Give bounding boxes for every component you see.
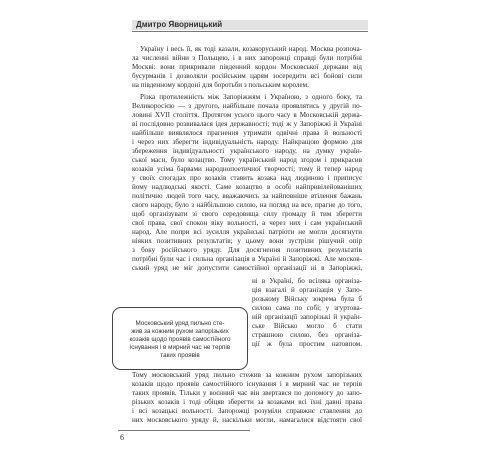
body-line: і через них зберегти індивідуальність народу. Найкращою формою для — [132, 138, 362, 146]
body-line: ла численні війни з Польщею, і в них запорожці справді були потрібні — [132, 54, 362, 62]
body-line: страшною силою, без організа- — [252, 331, 362, 339]
body-line: збереження індивідуальності українського народу, на думку україн- — [132, 147, 362, 155]
body-line: Москві: вони прикривали південний кордон Московської держави від — [132, 63, 362, 71]
body-line: свого народу, було з найбільшою силою, на погляд на все, прагне до того, — [132, 201, 362, 209]
body-line: них московського уряду й, наскільки могли, намагалися відстояти свої — [132, 416, 362, 424]
body-line: силою сама по собі; у згуртова- — [252, 304, 362, 312]
body-line: Тому московський уряд пильно стежив за кожним рухом запорізьких — [132, 371, 362, 379]
pull-quote-box — [112, 307, 248, 370]
body-line: ній організації запорізькі й україн- — [252, 313, 362, 321]
pull-quote-line: Московський уряд пильно сте- — [135, 320, 225, 327]
body-line: на південному кордоні для боротьби з польським королем. — [132, 81, 309, 89]
footer-rule — [118, 430, 250, 431]
body-line: таких проявів. Тільки у воєнний час він звертався по допомогу до запо- — [132, 389, 362, 397]
header-rule — [132, 31, 368, 32]
body-line: ні в Україні, бо всіляка організа- — [252, 277, 362, 285]
body-line: ніяких позитивних результатів; у цьому вони зустріли рішучий опір — [132, 237, 362, 245]
pull-quote-line: існування і в мирний час не терпів — [129, 344, 231, 351]
body-line: ської маси, було козацтво. Тому український народ згодом і прикрасив — [132, 156, 362, 164]
body-line: ський уряд не міг допустити самостійної організації ні в Запоріжжі, — [132, 264, 362, 272]
body-line: ське Військо могло б стати — [252, 322, 362, 330]
running-head: Дмитро Яворницький — [136, 20, 223, 29]
body-line: ловині XVII століття. Протягом усього цього часу в Московській держа- — [132, 111, 362, 119]
body-line: Різка протилежність між Запоріжжям і Україною, з одного боку, та — [140, 93, 362, 101]
body-line: Великоросією — з другого, найбільше почала проявлятись у другій по- — [132, 102, 362, 110]
body-line: різьких козаків і тоді обіцяв зберегти за козаками всі їхні давні права — [132, 398, 362, 406]
body-line: ція взагалі й організація у Запо- — [252, 286, 362, 294]
body-line: йому надлюдські якості. Саме козацтво в особі найпривілейованіших — [132, 183, 362, 191]
body-line: потрібні були час і сильна організація в Україні й Запоріжжі. Але москов- — [132, 255, 362, 263]
body-line: з боку російського уряду. Для досягнення позитивних результатів — [132, 246, 362, 254]
body-line: щоб організувати зі свого середовища силу громаду й тим зберегти — [132, 210, 362, 218]
body-line: свої права, свої спокон віку вольності, а через них і сам український — [132, 219, 362, 227]
body-line: у своїх спогадах про козаків ставить козака над людиною і приписує — [132, 174, 362, 182]
body-line: Україну і весь її, як тоді казали, козакоруський народ. Москва розпоча- — [140, 45, 362, 53]
body-line: ції ж була простим натовпом. — [252, 340, 362, 348]
body-line: розькому Війську зокрема була б — [252, 295, 362, 303]
pull-quote-line: козаків щодо проявів самостійного — [129, 336, 231, 343]
body-line: народ. Але попри всі зусилля українські патріоти не могли досягнути — [132, 228, 362, 236]
page-number: 6 — [120, 433, 124, 442]
body-line: найбільше виявлялося прагнення утримати одвічні права й вольності — [132, 129, 362, 137]
pull-quote-line: жив за кожним рухом запорізьких — [131, 328, 229, 335]
body-line: козаків усіма барвами народнопоетичної творчості; тому й тепер народ — [132, 165, 362, 173]
body-line: бусурманів і дозволяли російським царям зосередити всі бойові сили — [132, 72, 362, 80]
body-line: і всі козацькі вольності. Запорожці розуміли справжнє ставлення до — [132, 407, 362, 415]
body-line: ві послідовно розвивалася ідея державності; тоді ж у Запоріжжі й Україні — [132, 120, 362, 128]
body-line: політично людей того часу, вважаючись за найповніше втілення бажань — [132, 192, 362, 200]
body-line: козаків щодо проявів самостійного існування і в мирний час не терпів — [132, 380, 362, 388]
pull-quote-line: таких проявів — [160, 352, 200, 359]
